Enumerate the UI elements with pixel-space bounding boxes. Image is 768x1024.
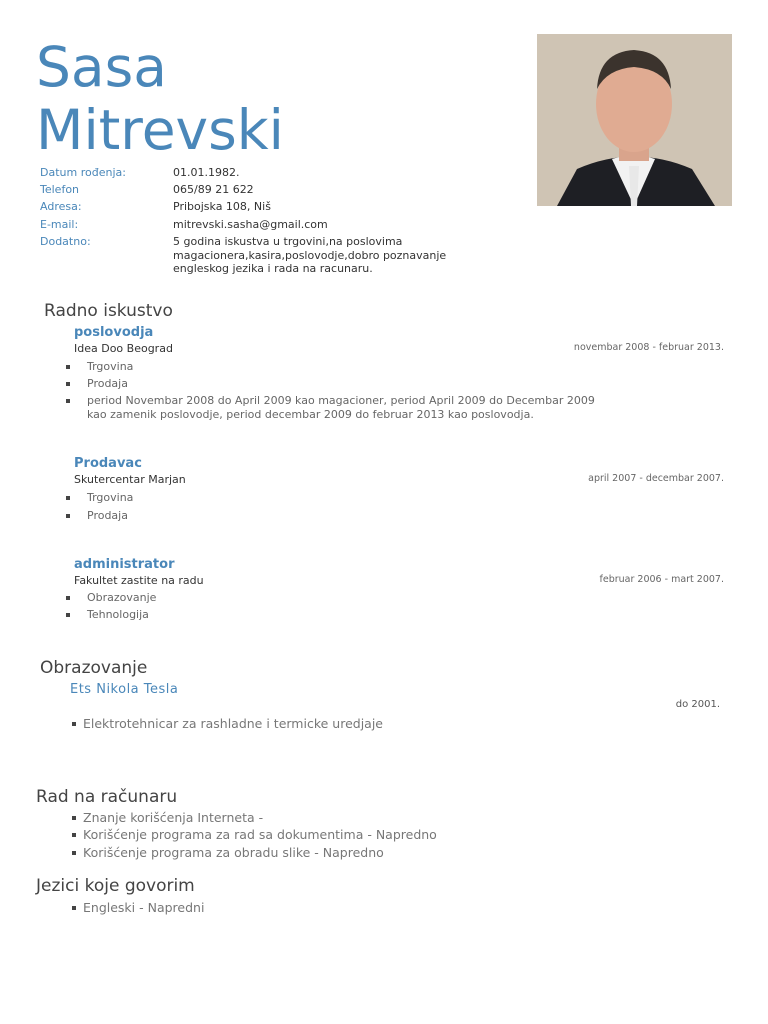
email-label: E-mail: [40, 218, 79, 231]
job-dates: novembar 2008 - februar 2013. [573, 342, 724, 353]
job-title: poslovodja [74, 325, 154, 340]
address-label: Adresa: [40, 200, 82, 213]
additional-value: 5 godina iskustva u trgovini,na poslovima magacionera,kasira,poslovodje,dobro poznavanje engleskog jezika i rada na racunaru. [173, 235, 447, 275]
address-value: Pribojska 108, Niš [173, 200, 271, 213]
last-name: Mitrevski [36, 98, 284, 162]
list-item: Korišćenje programa za rad sa dokumentima - Napredno [83, 827, 437, 842]
list-item: period Novembar 2008 do April 2009 kao magacioner, period April 2009 do Decembar 2009 kao zamenik poslovodje, period decembar 2009 do februar 2013 kao poslovodja. [87, 394, 612, 421]
list-item: Elektrotehnicar za rashladne i termicke uredjaje [83, 716, 383, 731]
email-value[interactable]: mitrevski.sasha@gmail.com [173, 218, 328, 231]
job-dates: februar 2006 - mart 2007. [599, 574, 724, 585]
list-item: Prodaja [87, 509, 128, 523]
list-item: Obrazovanje [87, 591, 156, 605]
list-item: Znanje korišćenja Interneta - [83, 810, 263, 825]
job-title: Prodavac [74, 456, 142, 471]
education-dates: do 2001. [675, 699, 720, 710]
phone-value: 065/89 21 622 [173, 183, 254, 196]
profile-photo [537, 34, 732, 206]
school-name: Ets Nikola Tesla [70, 682, 179, 697]
birthdate-label: Datum rođenja: [40, 166, 126, 179]
list-item: Prodaja [87, 377, 128, 391]
list-item: Korišćenje programa za obradu slike - Napredno [83, 845, 384, 860]
first-name: Sasa [36, 35, 167, 99]
job-company: Idea Doo Beograd [74, 342, 173, 355]
job-company: Fakultet zastite na radu [74, 574, 204, 587]
additional-label: Dodatno: [40, 235, 91, 248]
computer-heading: Rad na računaru [36, 787, 178, 807]
person-portrait-icon [537, 34, 732, 206]
list-item: Trgovina [87, 360, 133, 374]
list-item: Engleski - Napredni [83, 900, 204, 915]
birthdate-value: 01.01.1982. [173, 166, 240, 179]
list-item: Tehnologija [87, 608, 149, 622]
list-item: Trgovina [87, 491, 133, 505]
experience-heading: Radno iskustvo [44, 301, 173, 321]
phone-label: Telefon [40, 183, 80, 196]
job-company: Skutercentar Marjan [74, 473, 186, 486]
job-title: administrator [74, 557, 175, 572]
languages-heading: Jezici koje govorim [36, 876, 195, 896]
job-dates: april 2007 - decembar 2007. [588, 473, 724, 484]
education-heading: Obrazovanje [40, 658, 148, 678]
